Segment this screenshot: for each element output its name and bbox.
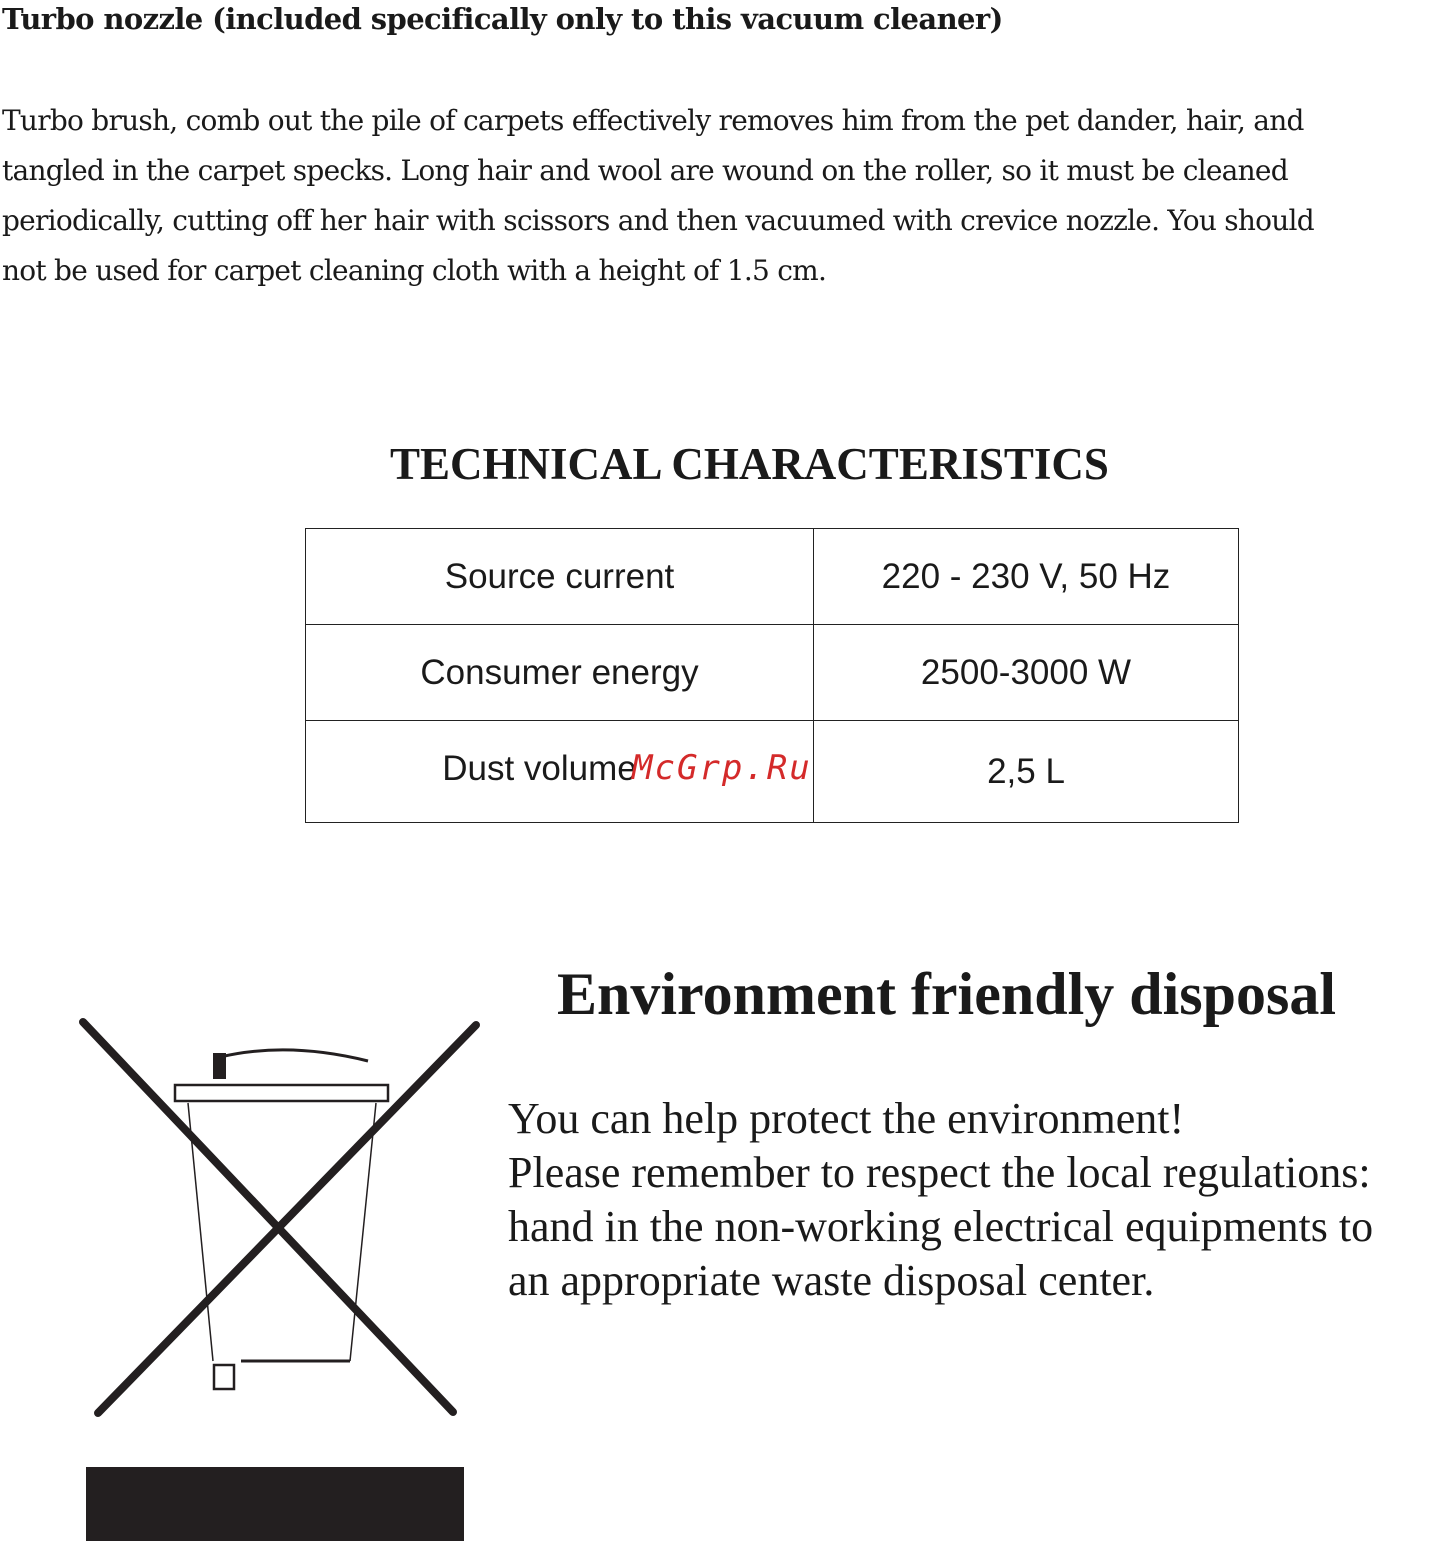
- environment-line: an appropriate waste disposal center.: [508, 1256, 1155, 1305]
- separate-collection-bar: [86, 1467, 464, 1541]
- description-line: Turbo brush, comb out the pile of carpets effectively removes him from the pet dander, hair, and: [2, 104, 1304, 137]
- description-line: tangled in the carpet specks. Long hair and wool are wound on the roller, so it must be cleaned: [2, 154, 1288, 187]
- crossed-out-wheelie-bin-icon: [78, 1015, 480, 1419]
- spec-value: 220 - 230 V, 50 Hz: [814, 529, 1239, 625]
- spec-value: 2500-3000 W: [814, 625, 1239, 721]
- watermark: McGrp.Ru: [632, 748, 812, 788]
- turbo-nozzle-heading: Turbo nozzle (included specifically only to this vacuum cleaner): [2, 2, 1003, 36]
- description-line: not be used for carpet cleaning cloth with a height of 1.5 cm.: [2, 254, 827, 287]
- environment-text: [508, 1092, 1373, 1308]
- turbo-brush-description: [2, 96, 1448, 296]
- environment-title: Environment friendly disposal: [557, 961, 1337, 1027]
- table-row: [306, 529, 1239, 625]
- table-row: [306, 625, 1239, 721]
- spec-label: Consumer energy: [306, 625, 814, 721]
- spec-label: Source current: [306, 529, 814, 625]
- description-line: periodically, cutting off her hair with scissors and then vacuumed with crevice nozzle. You should: [2, 204, 1314, 237]
- environment-line: You can help protect the environment!: [508, 1094, 1185, 1143]
- technical-characteristics-title: TECHNICAL CHARACTERISTICS: [390, 439, 1109, 489]
- spec-label: Dust volume: [306, 721, 814, 823]
- environment-line: hand in the non-working electrical equipments to: [508, 1202, 1374, 1251]
- environment-line: Please remember to respect the local regulations:: [508, 1148, 1371, 1197]
- spec-value: 2,5 L: [814, 721, 1239, 823]
